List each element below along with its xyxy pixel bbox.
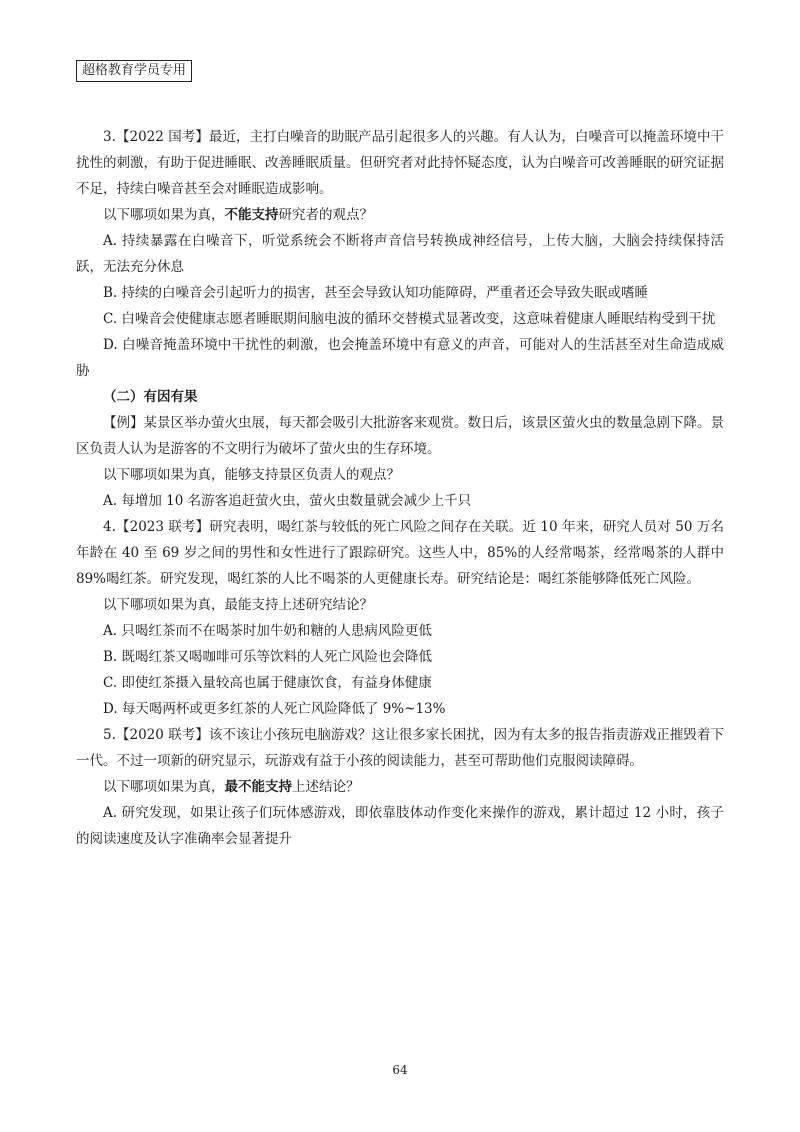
section-title: （二）有因有果 xyxy=(103,389,198,405)
example-stem xyxy=(76,410,724,462)
q3-option-d: D. 白噪音掩盖环境中干扰性的刺激，也会掩盖环境中有意义的声音，可能对人的生活甚至对生命造成威胁 xyxy=(76,337,724,379)
q3-ask xyxy=(76,202,724,228)
q4-option-a: A. 只喝红茶而不在喝茶时加牛奶和糖的人患病风险更低 xyxy=(103,623,432,639)
q4-option-b: B. 既喝红茶又喝咖啡可乐等饮料的人死亡风险也会降低 xyxy=(103,649,433,665)
q5-ask xyxy=(76,774,724,800)
q5-number: 5. xyxy=(103,727,116,743)
q5-text: 该不该让小孩玩电脑游戏？这让很多家长困扰，因为有太多的报告指责游戏正摧毁着下一代。不过一项新的研究显示，玩游戏有益于小孩的阅读能力，甚至可帮助他们克服阅读障碍。 xyxy=(76,727,725,769)
header-tag: 超格教育学员专用 xyxy=(76,60,192,82)
q5-ask-pre: 以下哪项如果为真， xyxy=(103,779,225,795)
q3-stem xyxy=(76,124,724,202)
page-number: 64 xyxy=(392,1063,408,1077)
q5-source: 【2020 联考】 xyxy=(115,727,209,743)
q4-stem xyxy=(76,514,724,592)
q5-ask-post: 上述结论？ xyxy=(292,779,360,795)
q5-stem xyxy=(76,722,724,774)
example-ask: 以下哪项如果为真，能够支持景区负责人的观点？ xyxy=(103,467,400,483)
q3-ask-pre: 以下哪项如果为真， xyxy=(103,207,225,223)
q3-option-b: B. 持续的白噪音会引起听力的损害，甚至会导致认知功能障碍，严重者还会导致失眠或嗜睡 xyxy=(103,285,649,301)
example-text: 某景区举办萤火虫展，每天都会吸引大批游客来观赏。数日后，该景区萤火虫的数量急剧下降。景区负责人认为是游客的不文明行为破坏了萤火虫的生存环境。 xyxy=(76,415,724,457)
page-content xyxy=(76,124,724,852)
example-option-a: A. 每增加 10 名游客追赶萤火虫，萤火虫数量就会减少上千只 xyxy=(103,493,472,509)
q4-text: 研究表明，喝红茶与较低的死亡风险之间存在关联。近 10 年来，研究人员对 50 万名年龄在 40 至 69 岁之间的男性和女性进行了跟踪研究。这些人中，85%的人经常喝茶，经常喝茶的人群中 89%喝红茶。研究发现，喝红茶的人比不喝茶的人更健康长寿。研究结论是：喝红茶能够降低死亡风险。 xyxy=(76,519,724,587)
q4-source: 【2023 联考】 xyxy=(115,519,210,535)
q4-option-d: D. 每天喝两杯或更多红茶的人死亡风险降低了 9%~13% xyxy=(103,701,446,717)
q5-option-a: A. 研究发现，如果让孩子们玩体感游戏，即依靠肢体动作变化来操作的游戏，累计超过 12 小时，孩子的阅读速度及认字准确率会显著提升 xyxy=(76,805,724,847)
q3-option-a: A. 持续暴露在白噪音下，听觉系统会不断将声音信号转换成神经信号，上传大脑，大脑会持续保持活跃，无法充分休息 xyxy=(76,233,724,275)
q3-ask-emphasis: 不能支持 xyxy=(224,207,279,223)
q3-ask-post: 研究者的观点？ xyxy=(278,207,373,223)
q4-option-c: C. 即使红茶摄入量较高也属于健康饮食，有益身体健康 xyxy=(103,675,432,691)
q4-ask: 以下哪项如果为真，最能支持上述研究结论？ xyxy=(103,597,373,613)
q5-ask-emphasis: 最不能支持 xyxy=(224,779,292,795)
q3-text: 最近，主打白噪音的助眠产品引起很多人的兴趣。有人认为，白噪音可以掩盖环境中干扰性的刺激，有助于促进睡眠、改善睡眠质量。但研究者对此持怀疑态度，认为白噪音可改善睡眠的研究证据不足，持续白噪音甚至会对睡眠造成影响。 xyxy=(76,129,725,197)
q3-number: 3. xyxy=(103,129,116,145)
q3-source: 【2022 国考】 xyxy=(115,129,209,145)
example-label: 【例】 xyxy=(103,415,144,431)
q4-number: 4. xyxy=(103,519,116,535)
q3-option-c: C. 白噪音会使健康志愿者睡眠期间脑电波的循环交替模式显著改变，这意味着健康人睡眠结构受到干扰 xyxy=(103,311,716,327)
